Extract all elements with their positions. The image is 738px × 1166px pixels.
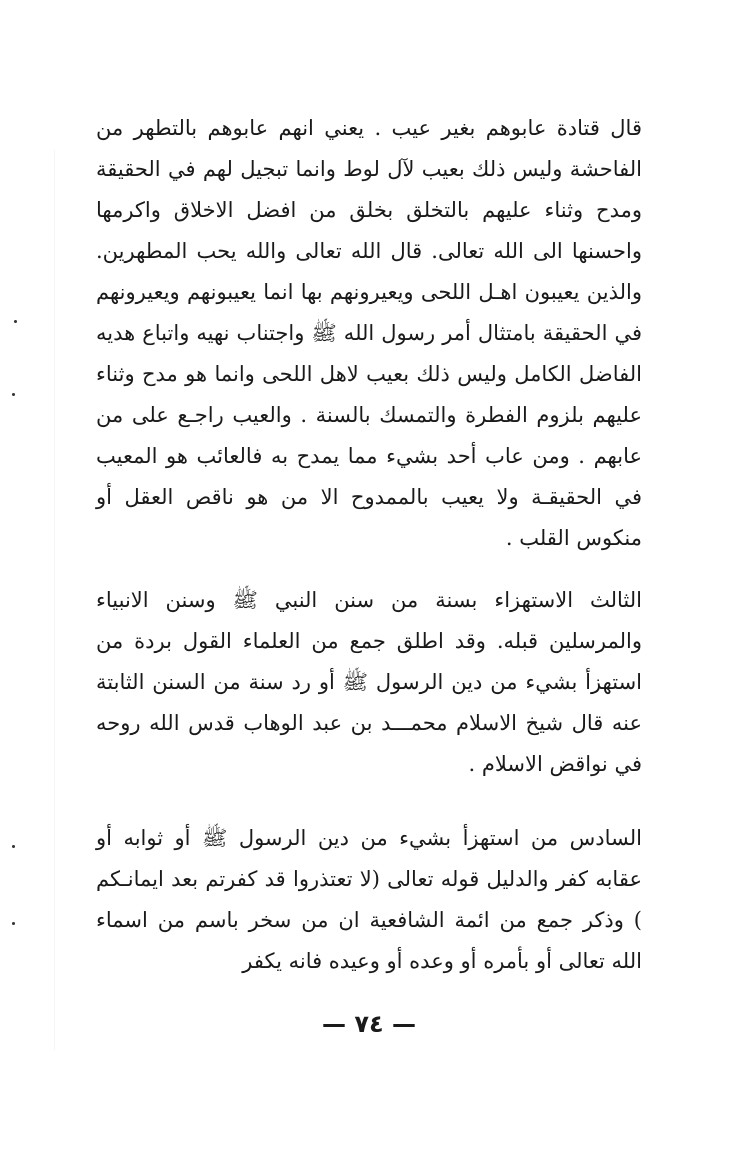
paragraph-1-text: قال قتادة عابوهم بغير عيب . يعني انهم عابوهم بالتطهر من الفاحشة وليس ذلك بعيب لآل لوط وانما تبجيل لهم في الحقيقة ومدح وثناء عليهم بالتخلق بخلق من افضل الاخلاق واكرمها واحسنها الى الله تعالى. قال الله تعالى والله يحب المطهرين. والذين يعيبون اهـل اللحى ويعيرونهم بها انما يعيبونهم ويعيرونهم في الحقيقة بامتثال أمر رسول الله ﷺ واجتناب نهيه واتباع هديه الفاضل الكامل وليس ذلك بعيب لاهل اللحى وانما هو مدح وثناء عليهم بلزوم الفطرة والتمسك بالسنة . والعيب راجـع على من عابهم . ومن عاب أحد بشيء مما يمدح به فالعائب هو المعيب في الحقيقـة ولا يعيب بالممدوح الا من هو ناقص العقل أو منكوس القلب . bbox=[96, 116, 642, 550]
paragraph-1 bbox=[96, 108, 642, 559]
page-crease bbox=[54, 150, 55, 1050]
paragraph-2 bbox=[96, 580, 642, 785]
margin-mark bbox=[14, 320, 17, 323]
margin-mark bbox=[12, 393, 15, 396]
paragraph-2-text: الثالث الاستهزاء بسنة من سنن النبي ﷺ وسنن الانبياء والمرسلين قبله. وقد اطلق جمع من العلماء القول بردة من استهزأ بشيء من دين الرسول ﷺ أو رد سنة من السنن الثابتة عنه قال شيخ الاسلام محمـــد بن عبد الوهاب قدس الله روحه في نواقض الاسلام . bbox=[96, 588, 642, 776]
margin-mark bbox=[12, 845, 15, 848]
page-number: — ٧٤ — bbox=[321, 1010, 416, 1038]
paragraph-3-text: السادس من استهزأ بشيء من دين الرسول ﷺ أو ثوابه أو عقابه كفر والدليل قوله تعالى (لا تعتذروا قد كفرتم بعد ايمانـكم ) وذكر جمع من ائمة الشافعية ان من سخر باسم من اسماء الله تعالى أو بأمره أو وعده أو وعيده فانه يكفر bbox=[96, 826, 642, 973]
paragraph-3 bbox=[96, 818, 642, 982]
margin-mark bbox=[12, 922, 15, 925]
